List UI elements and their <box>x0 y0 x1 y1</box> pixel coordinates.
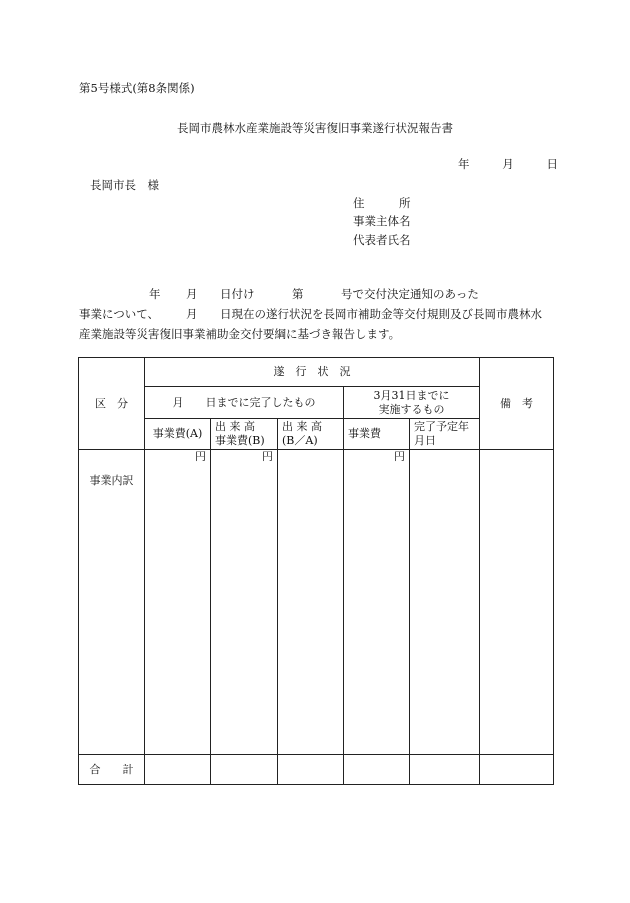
form-number: 第5号様式(第8条関係) <box>79 81 195 95</box>
col-ratio-line2: (B／A) <box>282 434 318 447</box>
total-cost-a[interactable] <box>145 755 211 785</box>
entity-label: 事業主体名 <box>353 214 411 228</box>
col-done-cost-line2: 事業費(B) <box>215 434 265 447</box>
col-done-cost-line1: 出 来 高 <box>215 420 255 433</box>
col-due-date <box>410 419 480 450</box>
unit-yen: 円 <box>195 450 206 463</box>
col-ratio <box>278 419 344 450</box>
notes-header: 備 考 <box>480 358 554 450</box>
completed-header: 月 日までに完了したもの <box>145 387 344 419</box>
row-total-label: 合 計 <box>79 755 145 785</box>
body-line1-rest: 号で交付決定通知のあった <box>341 287 479 301</box>
breakdown-done-cost[interactable] <box>211 450 278 755</box>
total-cost[interactable] <box>344 755 410 785</box>
address-label: 住 所 <box>353 196 411 210</box>
unit-yen: 円 <box>262 450 273 463</box>
breakdown-cost-a[interactable] <box>145 450 211 755</box>
col-cost: 事業費 <box>344 419 410 450</box>
total-due-date[interactable] <box>410 755 480 785</box>
body-month: 月 <box>186 287 198 301</box>
date-month: 月 <box>502 157 514 171</box>
category-header: 区 分 <box>79 358 145 450</box>
total-notes[interactable] <box>480 755 554 785</box>
date-line <box>458 156 558 172</box>
planned-header: 3月31日までに 実施するもの <box>344 387 480 419</box>
body-line-1 <box>79 284 559 304</box>
breakdown-cost[interactable] <box>344 450 410 755</box>
col-done-cost <box>211 419 278 450</box>
document-title: 長岡市農林水産業施設等災害復旧事業遂行状況報告書 <box>177 121 453 135</box>
breakdown-notes[interactable] <box>480 450 554 755</box>
col-due-line2: 月日 <box>414 434 436 447</box>
body-year: 年 <box>149 287 161 301</box>
col-ratio-line1: 出 来 高 <box>282 420 322 433</box>
col-cost-a: 事業費(A) <box>145 419 211 450</box>
body-line-3 <box>79 324 559 344</box>
breakdown-ratio[interactable] <box>278 450 344 755</box>
col-due-line1: 完了予定年 <box>414 420 469 433</box>
date-year: 年 <box>458 157 470 171</box>
row-breakdown-label: 事業内訳 <box>79 450 145 755</box>
status-header: 遂 行 状 況 <box>145 358 480 387</box>
addressee: 長岡市長 様 <box>90 178 159 192</box>
status-table <box>78 357 554 785</box>
report-body <box>79 284 559 344</box>
body-line2-a: 事業について、 <box>79 307 160 321</box>
date-day: 日 <box>546 157 558 171</box>
body-date: 日付け <box>220 287 255 301</box>
body-line-2 <box>79 304 559 324</box>
body-no: 第 <box>292 287 304 301</box>
total-ratio[interactable] <box>278 755 344 785</box>
representative-label: 代表者氏名 <box>353 233 411 247</box>
total-done-cost[interactable] <box>211 755 278 785</box>
body-line3: 産業施設等災害復旧事業補助金交付要綱に基づき報告します。 <box>79 327 401 341</box>
body-line2-month: 月 <box>186 307 198 321</box>
breakdown-due-date[interactable] <box>410 450 480 755</box>
unit-yen: 円 <box>394 450 405 463</box>
body-line2-rest: 日現在の遂行状況を長岡市補助金等交付規則及び長岡市農林水 <box>220 307 542 321</box>
